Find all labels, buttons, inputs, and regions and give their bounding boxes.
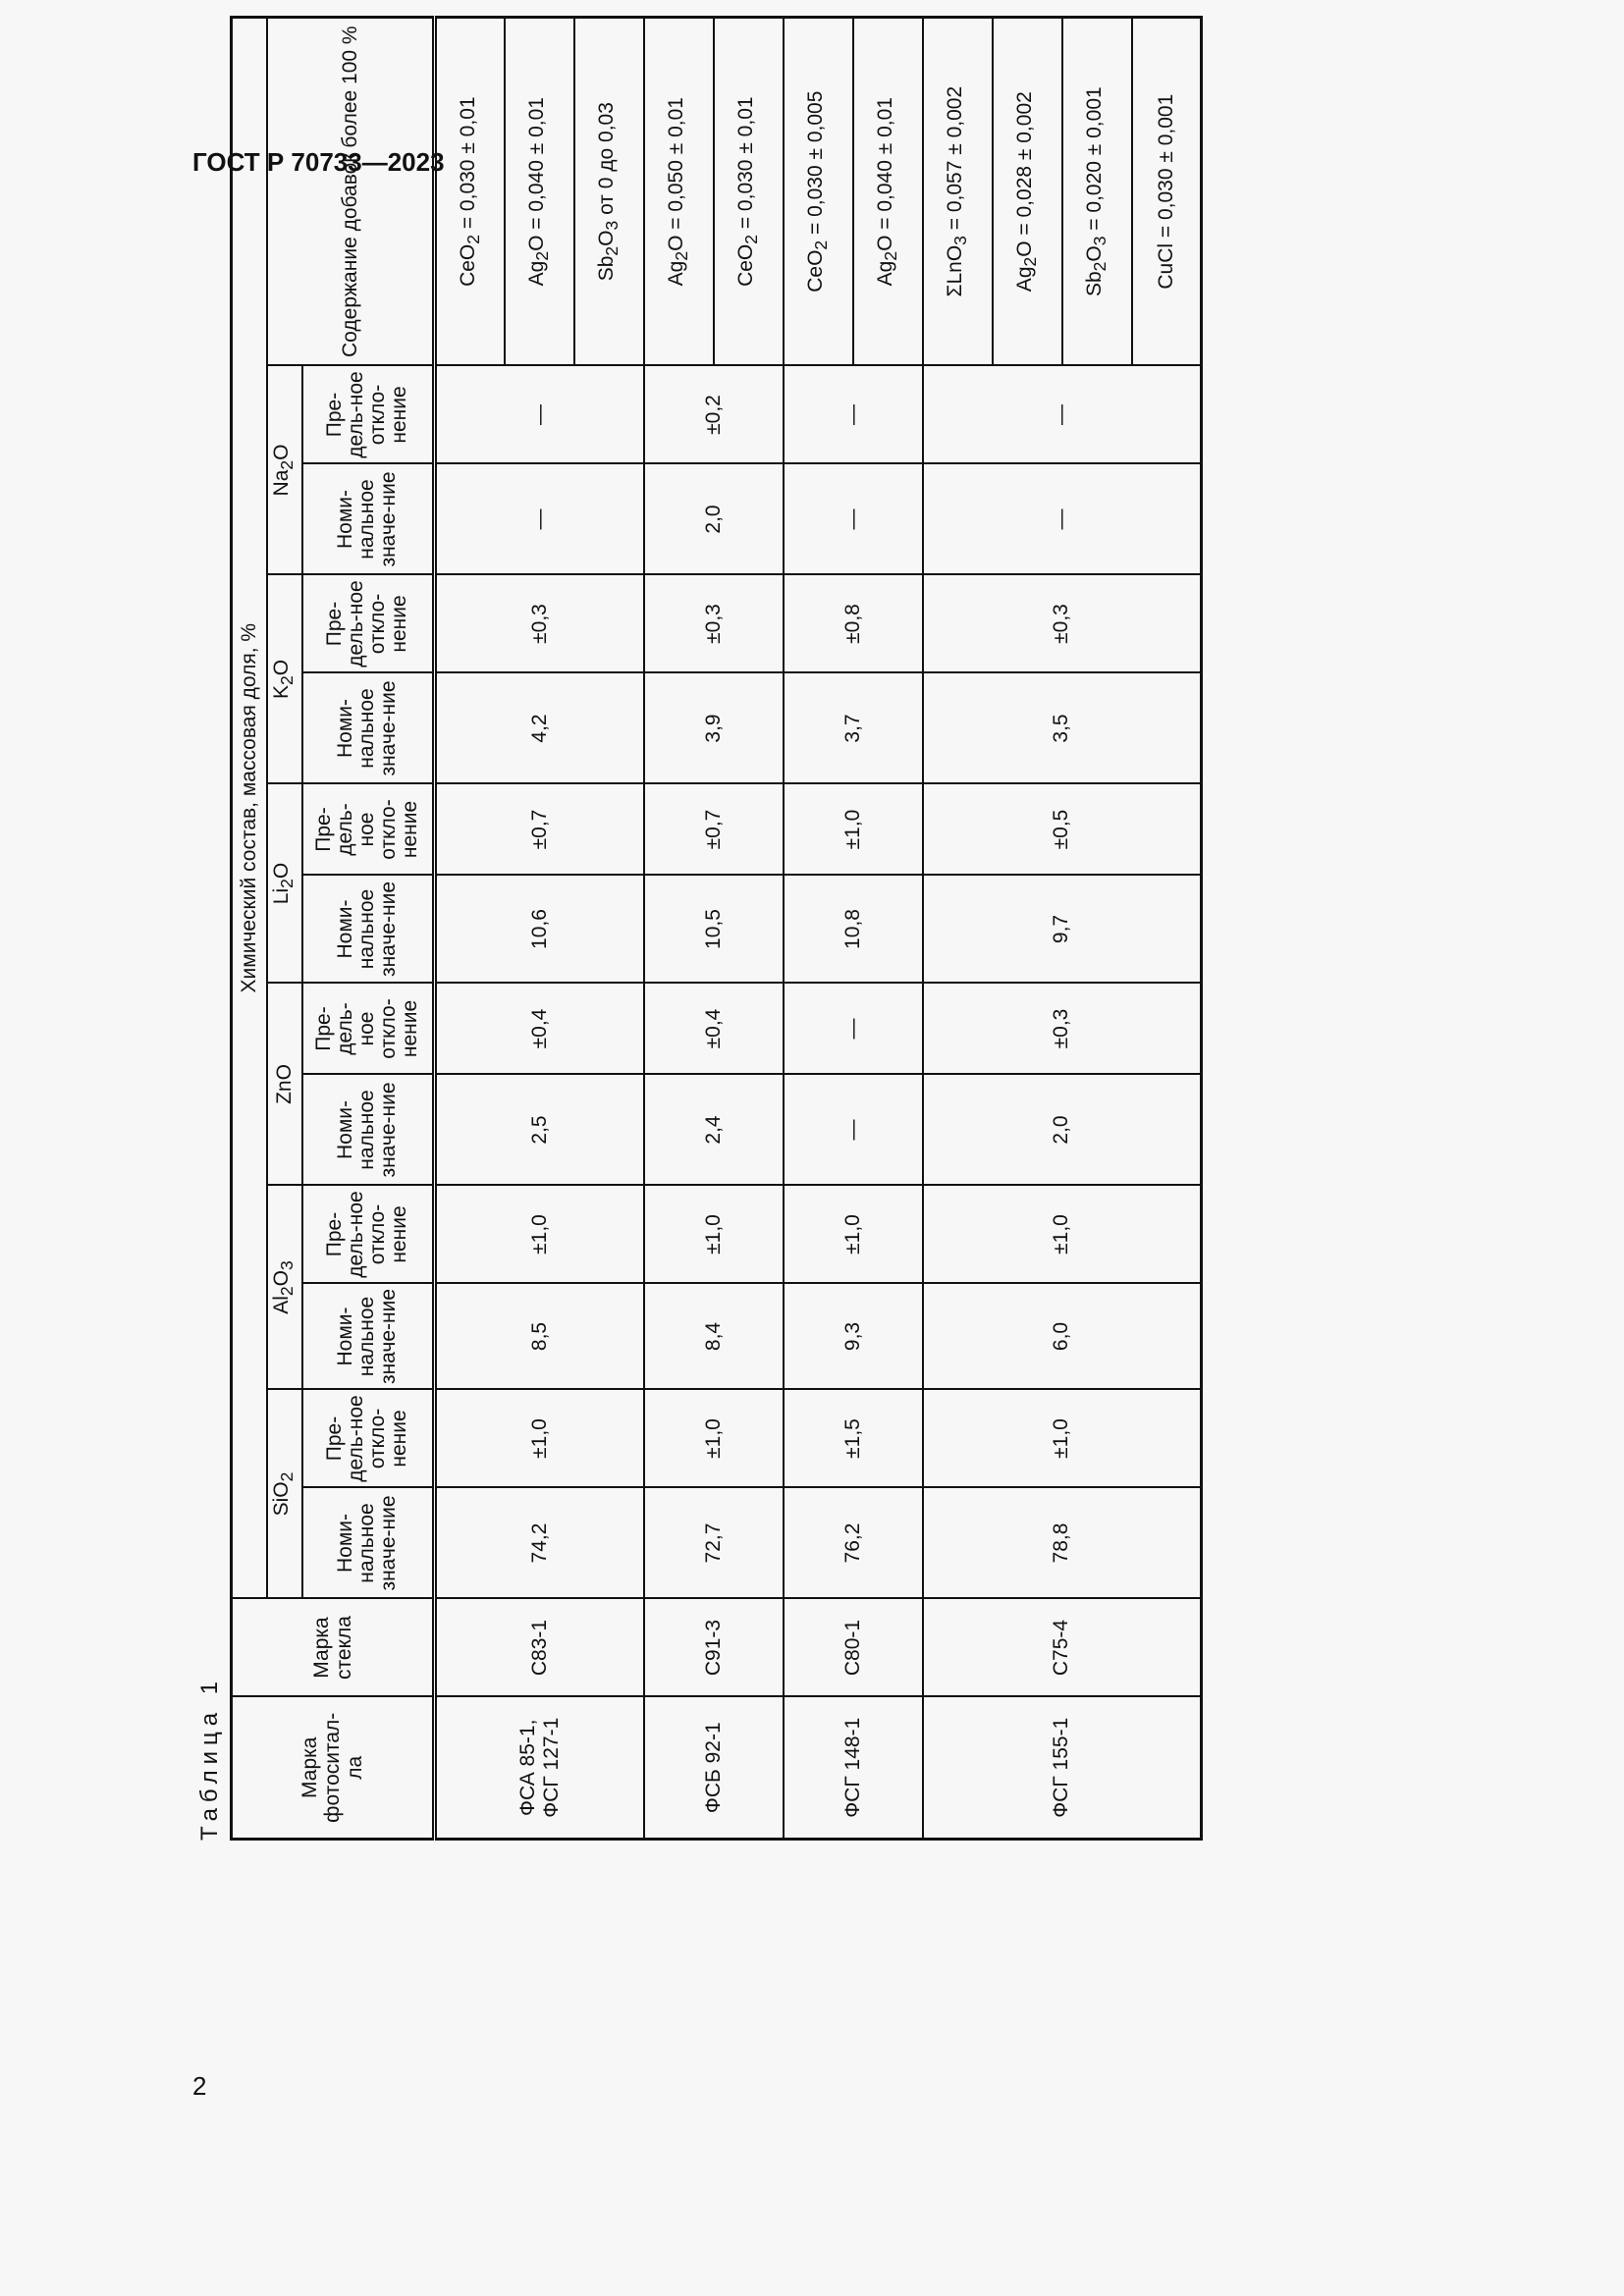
- cell-zno-dev: —: [784, 984, 923, 1075]
- cell-additive: ΣLnO$_3$ = 0,057 ± 0,002: [923, 17, 993, 365]
- cell-k2o-nom: 4,2: [435, 673, 644, 784]
- header-nominal: Номи-нальное значе-ние: [302, 1075, 435, 1186]
- cell-k2o-dev: ±0,3: [923, 575, 1202, 673]
- header-deviation: Пре-дель-ное откло-нение: [302, 1390, 435, 1488]
- header-nominal: Номи-нальное значе-ние: [302, 1488, 435, 1599]
- rotated-table-container: [192, 19, 1177, 1841]
- header-deviation: Пре-дель-ное откло-нение: [302, 984, 435, 1075]
- header-sio2: SiO$_2$: [267, 1390, 302, 1599]
- header-k2o: $K_2O$: [267, 575, 302, 784]
- cell-sio2-nom: 78,8: [923, 1488, 1202, 1599]
- header-al2o3: $Al_2O_3$: [267, 1186, 302, 1390]
- cell-na2o-nom: —: [435, 464, 644, 575]
- cell-sio2-dev: ±1,0: [923, 1390, 1202, 1488]
- cell-k2o-dev: ±0,8: [784, 575, 923, 673]
- cell-al2o3-dev: ±1,0: [644, 1186, 784, 1284]
- header-deviation: Пре-дель-ное откло-нение: [302, 784, 435, 876]
- cell-li2o-nom: 10,5: [644, 876, 784, 984]
- cell-li2o-dev: ±0,7: [644, 784, 784, 876]
- cell-li2o-dev: ±0,7: [435, 784, 644, 876]
- row-glass: С91-3: [644, 1599, 784, 1697]
- cell-na2o-nom: —: [923, 464, 1202, 575]
- cell-zno-dev: ±0,4: [644, 984, 784, 1075]
- cell-additive: $Sb_2O_3$ от 0 до 0,03: [574, 17, 644, 365]
- header-nominal: Номи-нальное значе-ние: [302, 876, 435, 984]
- cell-additive: CeO$_2$ = 0,030 ± 0,005: [784, 17, 853, 365]
- cell-additive: CuCl = 0,030 ± 0,001: [1132, 17, 1202, 365]
- document-header: ГОСТ Р 70733—2023: [192, 147, 445, 177]
- cell-na2o-nom: 2,0: [644, 464, 784, 575]
- cell-al2o3-nom: 8,5: [435, 1284, 644, 1390]
- cell-na2o-dev: —: [784, 366, 923, 464]
- page-number: 2: [192, 2071, 207, 2101]
- cell-sio2-nom: 74,2: [435, 1488, 644, 1599]
- cell-sio2-nom: 76,2: [784, 1488, 923, 1599]
- cell-additive: $Ag_2O = 0,040 \pm 0,01$: [853, 17, 923, 365]
- header-brand-text: Марка фотоситал-ла: [298, 1712, 366, 1823]
- row-brand: ФСГ 148-1: [784, 1697, 923, 1840]
- header-li2o: $Li_2O$: [267, 784, 302, 984]
- header-additives-text: Содержание добавок более 100 %: [338, 26, 361, 357]
- cell-na2o-dev: ±0,2: [644, 366, 784, 464]
- cell-k2o-nom: 3,7: [784, 673, 923, 784]
- cell-li2o-dev: ±1,0: [784, 784, 923, 876]
- row-brand: [435, 1697, 644, 1840]
- cell-sio2-nom: 72,7: [644, 1488, 784, 1599]
- header-brand: [232, 1697, 435, 1840]
- header-zno: ZnO: [267, 984, 302, 1186]
- cell-li2o-dev: ±0,5: [923, 784, 1202, 876]
- cell-al2o3-dev: ±1,0: [435, 1186, 644, 1284]
- cell-zno-dev: ±0,3: [923, 984, 1202, 1075]
- cell-k2o-dev: ±0,3: [644, 575, 784, 673]
- cell-additive: $Ag_2O = 0,028 \pm 0,002$: [993, 17, 1062, 365]
- row-brand-text: ФСА 85-1, ФСГ 127-1: [515, 1717, 563, 1818]
- row-brand: ФСГ 155-1: [923, 1697, 1202, 1840]
- cell-additive: $Ag_2O = 0,050 \pm 0,01$: [644, 17, 714, 365]
- cell-k2o-nom: 3,9: [644, 673, 784, 784]
- cell-al2o3-dev: ±1,0: [923, 1186, 1202, 1284]
- cell-na2o-nom: —: [784, 464, 923, 575]
- header-nominal: Номи-нальное значе-ние: [302, 673, 435, 784]
- row-glass: С83-1: [435, 1599, 644, 1697]
- header-additives: [267, 17, 435, 365]
- cell-additive: CeO$_2$ = 0,030 ± 0,01: [714, 17, 784, 365]
- cell-li2o-nom: 10,6: [435, 876, 644, 984]
- cell-li2o-nom: 9,7: [923, 876, 1202, 984]
- cell-zno-dev: ±0,4: [435, 984, 644, 1075]
- row-brand: ФСБ 92-1: [644, 1697, 784, 1840]
- header-glass-text: Марка стекла: [309, 1616, 355, 1680]
- cell-na2o-dev: —: [923, 366, 1202, 464]
- cell-sio2-dev: ±1,0: [435, 1390, 644, 1488]
- cell-zno-nom: 2,4: [644, 1075, 784, 1186]
- header-chem-group: Химический состав, массовая доля, %: [232, 17, 267, 1598]
- cell-zno-nom: 2,0: [923, 1075, 1202, 1186]
- row-glass: С80-1: [784, 1599, 923, 1697]
- cell-al2o3-dev: ±1,0: [784, 1186, 923, 1284]
- table-caption: Таблица 1: [196, 1675, 223, 1841]
- cell-zno-nom: 2,5: [435, 1075, 644, 1186]
- header-glass: [232, 1599, 435, 1697]
- cell-k2o-nom: 3,5: [923, 673, 1202, 784]
- cell-al2o3-nom: 9,3: [784, 1284, 923, 1390]
- header-nominal: Номи-нальное значе-ние: [302, 464, 435, 575]
- cell-additive: $Ag_2O = 0,040 \pm 0,01$: [505, 17, 574, 365]
- cell-additive: $Sb_2O_3 = 0,020 \pm 0,001$: [1062, 17, 1132, 365]
- row-glass: С75-4: [923, 1599, 1202, 1697]
- cell-sio2-dev: ±1,5: [784, 1390, 923, 1488]
- composition-table: [230, 16, 1203, 1841]
- cell-al2o3-nom: 6,0: [923, 1284, 1202, 1390]
- cell-li2o-nom: 10,8: [784, 876, 923, 984]
- cell-zno-nom: —: [784, 1075, 923, 1186]
- header-deviation: Пре-дель-ное откло-нение: [302, 1186, 435, 1284]
- header-nominal: Номи-нальное значе-ние: [302, 1284, 435, 1390]
- cell-k2o-dev: ±0,3: [435, 575, 644, 673]
- cell-additive: CeO$_2$ = 0,030 ± 0,01: [435, 17, 505, 365]
- cell-na2o-dev: —: [435, 366, 644, 464]
- cell-sio2-dev: ±1,0: [644, 1390, 784, 1488]
- cell-al2o3-nom: 8,4: [644, 1284, 784, 1390]
- header-deviation: Пре-дель-ное откло-нение: [302, 575, 435, 673]
- header-deviation: Пре-дель-ное откло-нение: [302, 366, 435, 464]
- header-na2o: $Na_2O$: [267, 366, 302, 575]
